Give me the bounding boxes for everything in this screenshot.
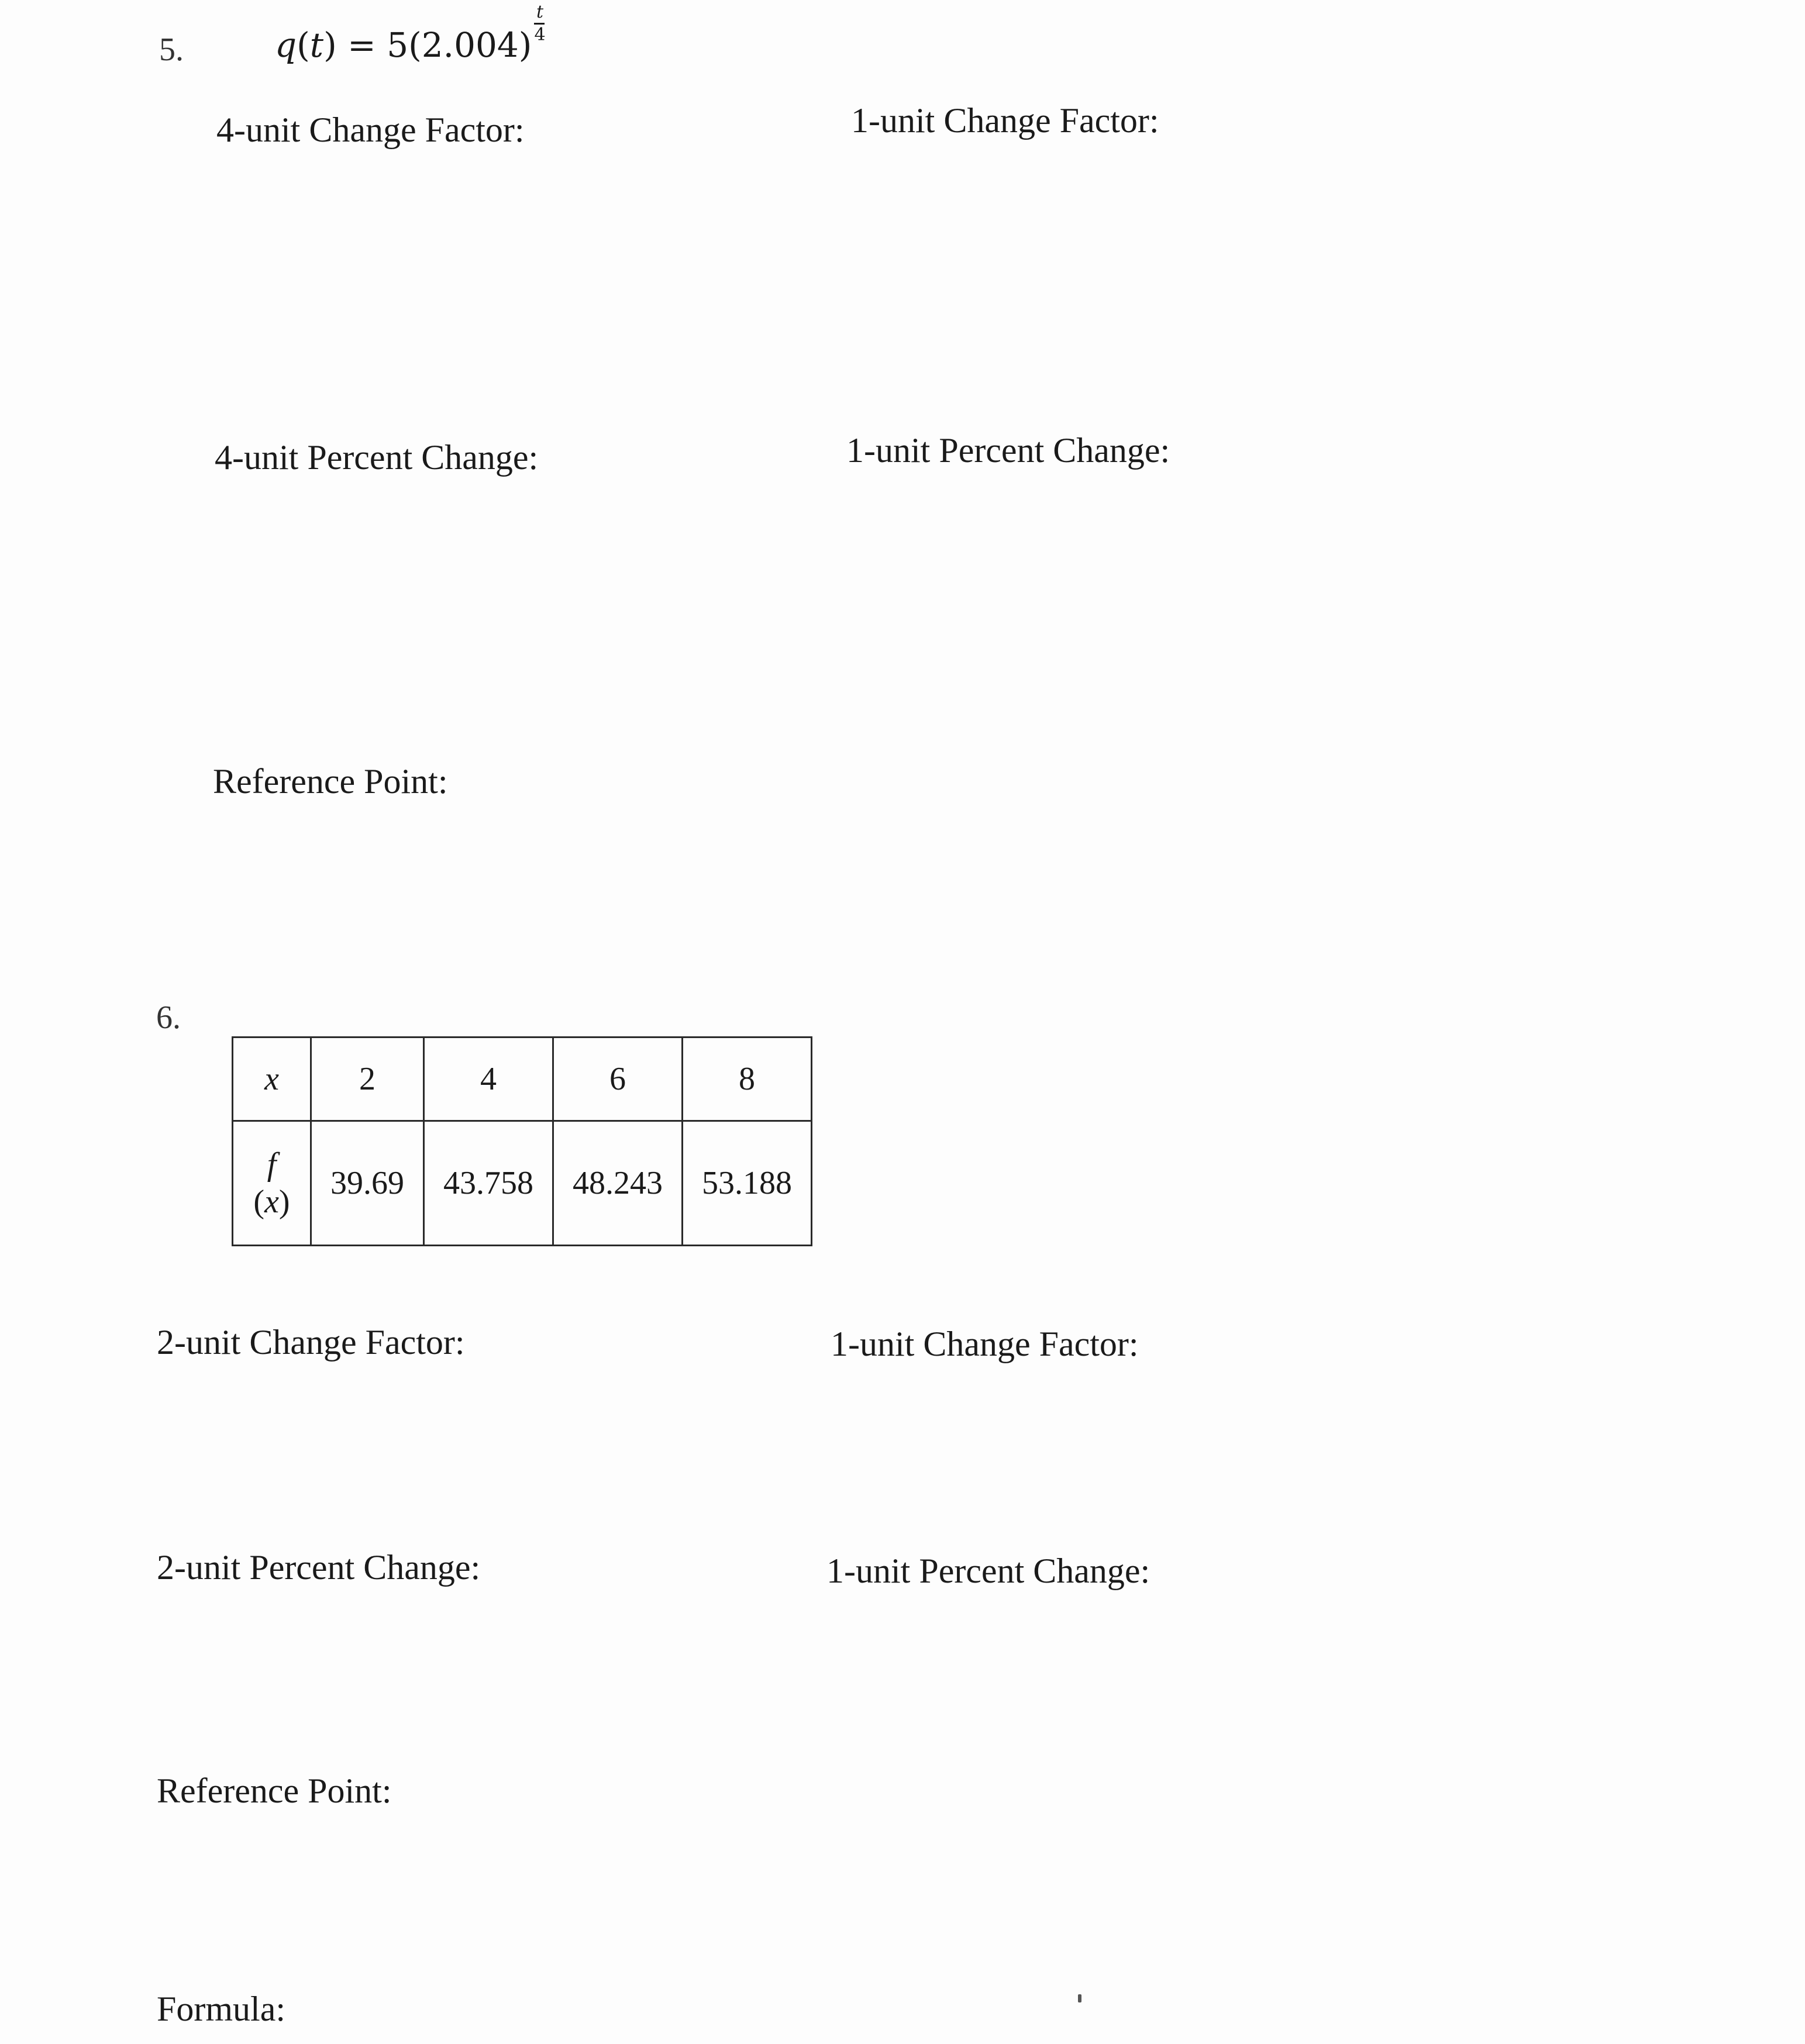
- p6-two-unit-percent-change-label: 2-unit Percent Change:: [157, 1548, 481, 1587]
- table-cell-x: 2: [311, 1037, 424, 1121]
- table-cell-x: 8: [683, 1037, 812, 1121]
- exponent-numerator: t: [536, 2, 544, 22]
- table-cell-fx: 48.243: [553, 1121, 683, 1246]
- formula-base: (2.004): [408, 25, 532, 65]
- problem-6-number: 6.: [156, 999, 181, 1036]
- p6-one-unit-change-factor-label: 1-unit Change Factor:: [831, 1325, 1139, 1363]
- p6-reference-point-label: Reference Point:: [157, 1771, 392, 1810]
- p5-four-unit-change-factor-label: 4-unit Change Factor:: [216, 111, 525, 149]
- fx-function-name: f: [267, 1146, 277, 1183]
- formula-coefficient: 5: [387, 25, 409, 65]
- pencil-mark: [1078, 1994, 1081, 2002]
- problem-5-number: 5.: [159, 32, 184, 68]
- table-cell-fx: 43.758: [424, 1121, 553, 1246]
- p6-formula-label: Formula:: [157, 1990, 285, 2028]
- table-header-fx: [233, 1121, 311, 1246]
- table-cell-x: 6: [553, 1037, 683, 1121]
- p5-one-unit-change-factor-label: 1-unit Change Factor:: [851, 101, 1159, 140]
- table-row-x: [233, 1037, 812, 1121]
- formula-exponent: [534, 4, 545, 44]
- values-table: [232, 1036, 812, 1246]
- p5-one-unit-percent-change-label: 1-unit Percent Change:: [846, 431, 1170, 470]
- table-row-fx: [233, 1121, 812, 1246]
- table-cell-x: 4: [424, 1037, 553, 1121]
- p6-two-unit-change-factor-label: 2-unit Change Factor:: [157, 1323, 465, 1361]
- formula-equals: =: [347, 25, 376, 65]
- table-header-x: x: [233, 1037, 311, 1121]
- fx-argument: (x): [253, 1184, 290, 1220]
- formula-variable: t: [309, 25, 324, 65]
- p6-one-unit-percent-change-label: 1-unit Percent Change:: [826, 1552, 1150, 1590]
- table-cell-fx: 53.188: [683, 1121, 812, 1246]
- table-cell-fx: 39.69: [311, 1121, 424, 1246]
- p5-four-unit-percent-change-label: 4-unit Percent Change:: [215, 438, 539, 477]
- p5-reference-point-label: Reference Point:: [213, 762, 448, 801]
- problem-5-formula: q(t) = 5(2.004) $\frac{t}{4}$: [275, 2, 546, 65]
- formula-function-name: q: [275, 25, 297, 65]
- exponent-denominator: 4: [534, 25, 546, 45]
